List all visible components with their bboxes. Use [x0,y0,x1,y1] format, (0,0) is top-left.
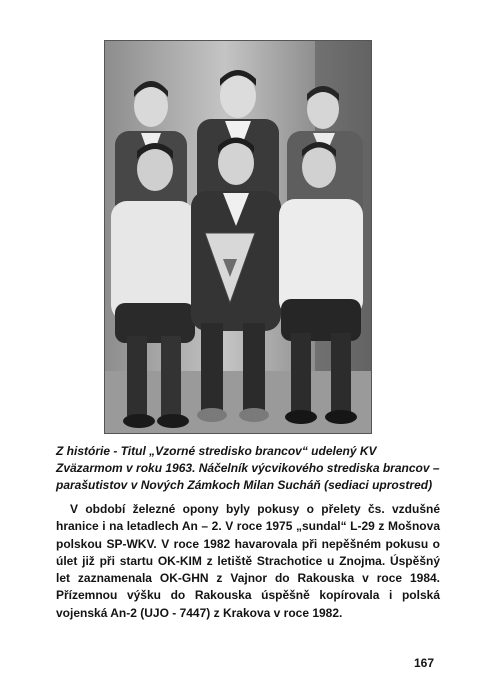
body-paragraph: V období železné opony byly pokusy o přelety čs. vzdušné hranice i na letadlech An – 2. V roce 1975 „sundal“ L-29 z Mošnova polskou SP-WKV. V roce 1982 havarovala při nepěšném pokusu o úlet již při startu OK-KIM z letiště Strachotice u Znojma. Úspěšný let zaznamenala OK-GHN z Vajnor do Rakouska v roce 1984. Přízemnou výšku do Rakouska úspěšně kopírovala i polská vojenská An-2 (UJO - 7447) z Krakova v roce 1982. [56,502,440,620]
photo-caption: Z histórie - Titul „Vzorné stredisko brancov“ udelený KV Zväzarmom v roku 1963. Náčelník výcvikového strediska brancov – parašutistov v Nových Zámkoch Milan Sucháň (sediaci uprostred) [56,444,440,492]
page-number: 167 [414,656,435,670]
photo-illustration [105,41,371,433]
historical-group-photo [104,40,372,434]
